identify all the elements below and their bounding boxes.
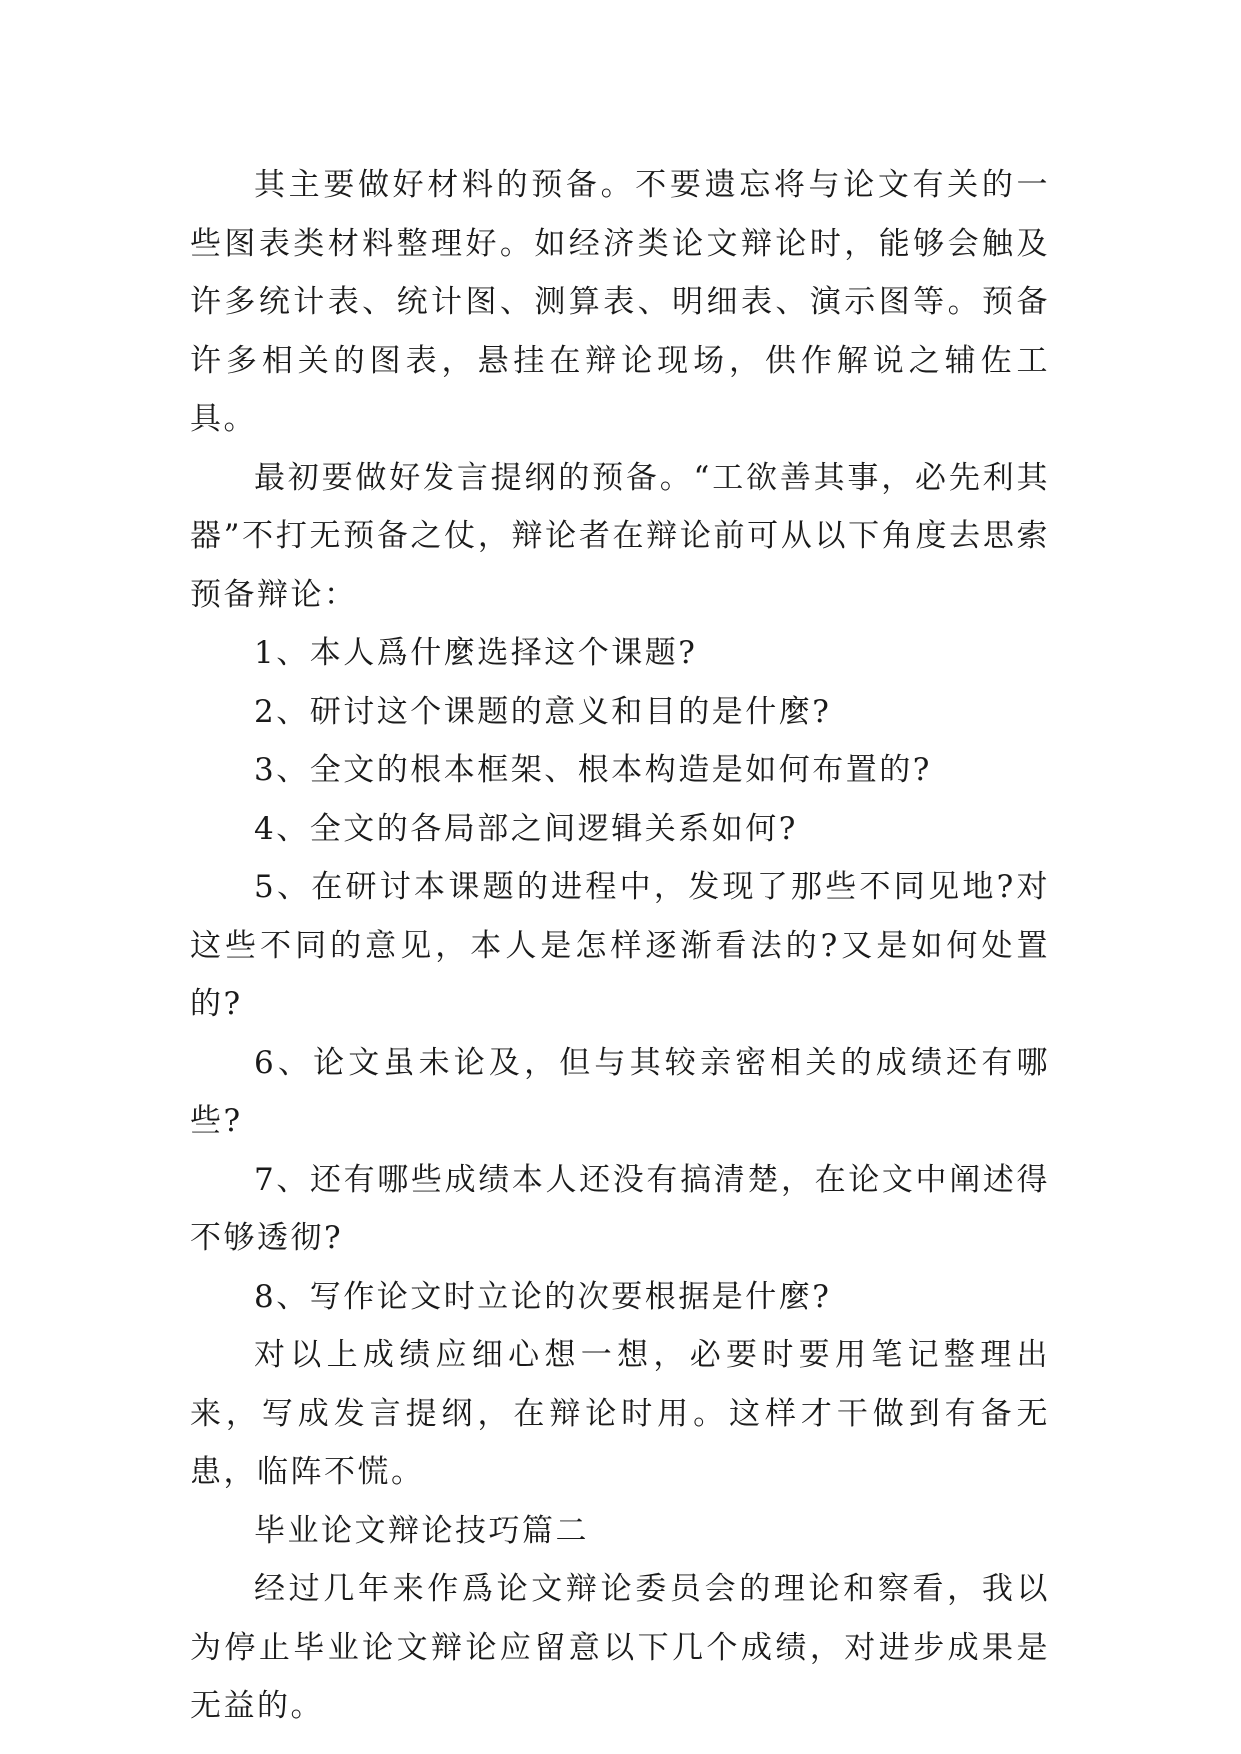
list-item: 7、还有哪些成绩本人还没有搞清楚，在论文中阐述得不够透彻? — [190, 1161, 1050, 1256]
paragraph: 对以上成绩应细心想一想，必要时要用笔记整理出来，写成发言提纲，在辩论时用。这样才干做到有备无患，临阵不慌。 — [190, 1337, 1050, 1490]
paragraph: 经过几年来作爲论文辩论委员会的理论和察看，我以为停止毕业论文辩论应留意以下几个成绩，对进步成果是无益的。 — [190, 1571, 1050, 1724]
list-item: 8、写作论文时立论的次要根据是什麼? — [254, 1278, 832, 1315]
list-item: 2、研讨这个课题的意义和目的是什麼? — [254, 693, 832, 730]
paragraph: 最初要做好发言提纲的预备。“工欲善其事，必先利其器”不打无预备之仗，辩论者在辩论前可从以下角度去思索预备辩论： — [190, 459, 1050, 613]
list-item: 6、论文虽未论及，但与其较亲密相关的成绩还有哪些? — [190, 1044, 1050, 1139]
paragraph: 其主要做好材料的预备。不要遗忘将与论文有关的一些图表类材料整理好。如经济类论文辩论时，能够会触及许多统计表、统计图、测算表、明细表、演示图等。预备许多相关的图表，悬挂在辩论现场，供作解说之辅佐工具。 — [190, 167, 1050, 437]
section-heading: 毕业论文辩论技巧篇二 — [254, 1512, 589, 1549]
list-item: 1、本人爲什麼选择这个课题? — [254, 635, 698, 671]
list-item: 5、在研讨本课题的进程中，发现了那些不同见地?对这些不同的意见，本人是怎样逐渐看法的?又是如何处置的? — [190, 869, 1050, 1022]
document-body — [190, 156, 1050, 1736]
list-item: 3、全文的根本框架、根本构造是如何布置的? — [254, 752, 932, 788]
list-item: 4、全文的各局部之间逻辑关系如何? — [254, 810, 798, 847]
